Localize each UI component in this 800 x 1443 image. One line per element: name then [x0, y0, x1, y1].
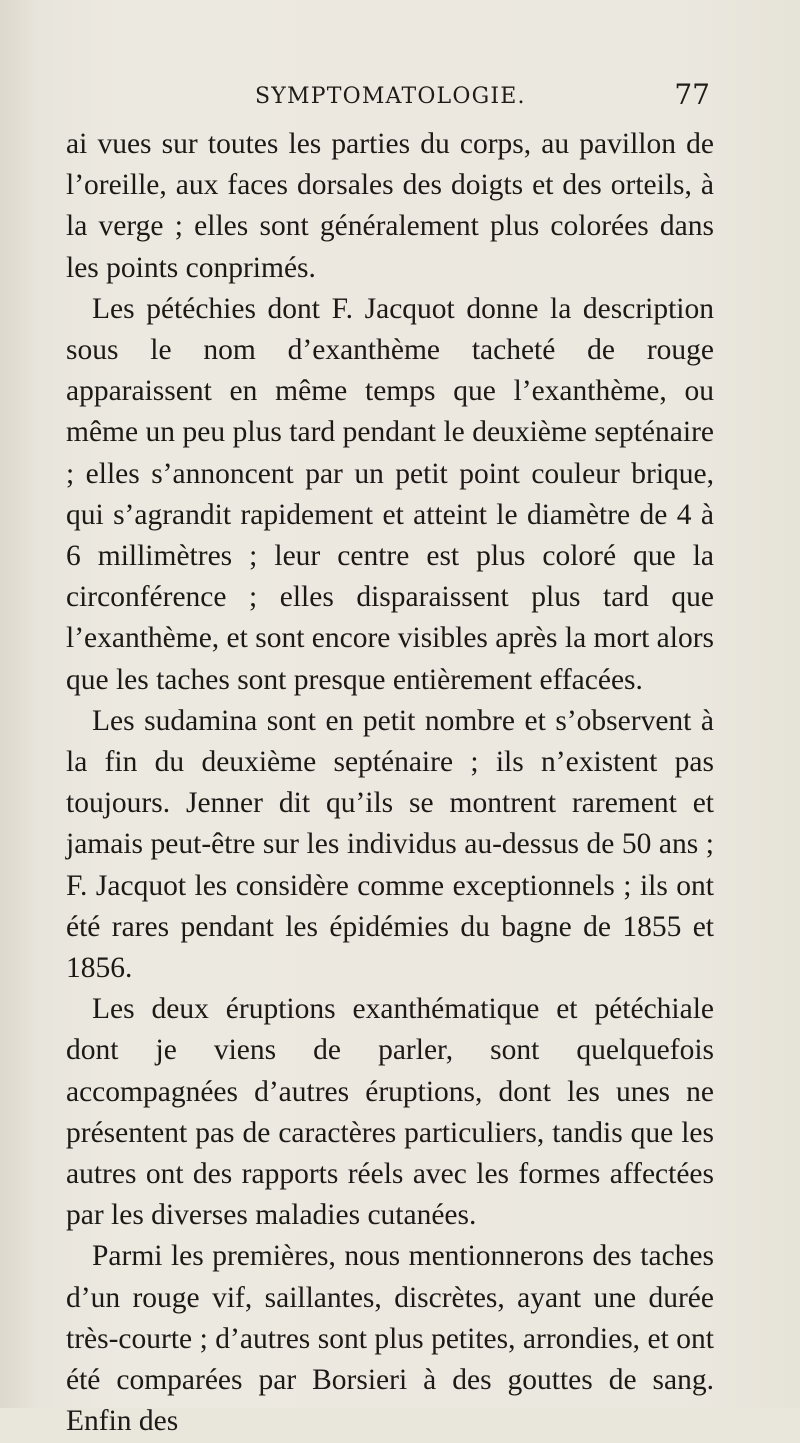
page-number: 77: [674, 78, 710, 111]
running-title: SYMPTOMATOLOGIE.: [255, 84, 526, 109]
paragraph-continuation: ai vues sur toutes les parties du corps, au pavillon de l’oreille, aux faces dorsales des doigts et des orteils, à la verge ; elles sont généralement plus colorées dans les points conprimés.: [66, 128, 714, 284]
paragraph-petechies: Les pétéchies dont F. Jacquot donne la description sous le nom d’exanthème tacheté de rouge apparaissent en même temps que l’exanthème, ou même un peu plus tard pendant le deuxième septénaire ; elles s’annoncent par un petit point couleur brique, qui s’agrandit rapidement et atteint le diamètre de 4 à 6 millimètres ; leur centre est plus coloré que la circonférence ; elles disparaissent plus tard que l’exanthème, et sont encore visibles après la mort alors que les taches sont presque entièrement effacées.: [66, 292, 714, 696]
body-text: [66, 124, 714, 1443]
paragraph-eruptions: Les deux éruptions exanthématique et pétéchiale dont je viens de parler, sont quelquefois accompagnées d’autres éruptions, dont les unes ne présentent pas de caractères particuliers, tandis que les autres ont des rapports réels avec les formes affectées par les diverses maladies cutanées.: [66, 993, 714, 1232]
paragraph-taches: Parmi les premières, nous mentionnerons des taches d’un rouge vif, saillantes, discrètes, ayant une durée très-courte ; d’autres sont plus petites, arrondies, et ont été comparées par Borsieri à des gouttes de sang. Enfin des: [66, 1240, 714, 1438]
paragraph-sudamina: Les sudamina sont en petit nombre et s’observent à la fin du deuxième septénaire ; ils n’existent pas toujours. Jenner dit qu’ils se montrent rarement et jamais peut-être sur les individus au-dessus de 50 ans ; F. Jacquot les considère comme exceptionnels ; ils ont été rares pendant les épidémies du bagne de 1855 et 1856.: [66, 704, 714, 985]
page-header: [0, 78, 800, 118]
